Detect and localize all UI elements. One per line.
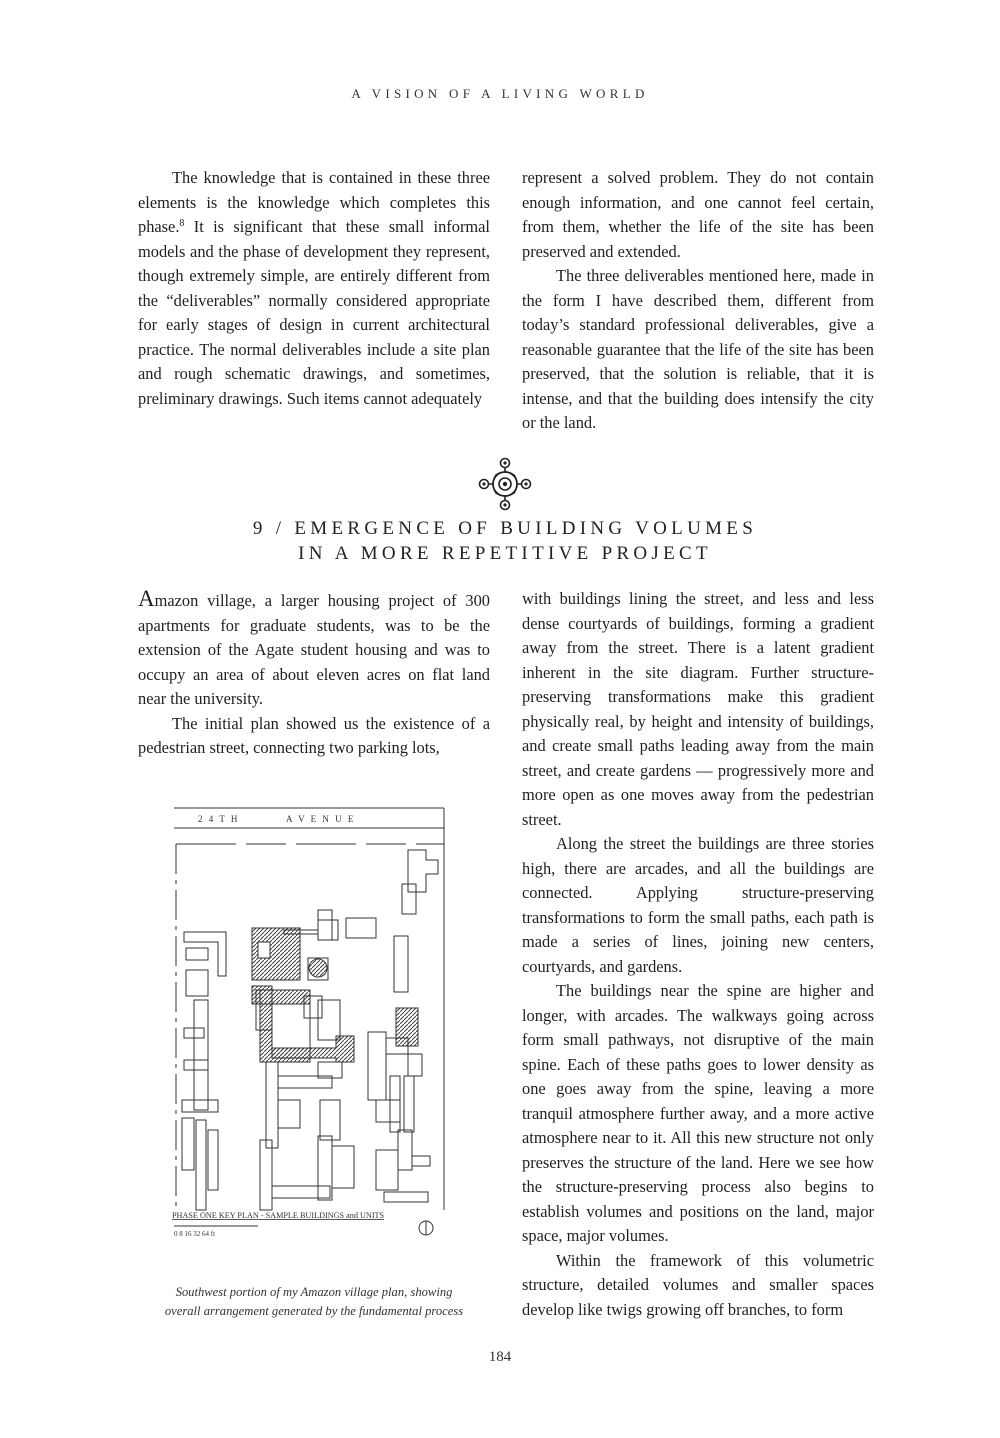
plan-title: PHASE ONE KEY PLAN - SAMPLE BUILDINGS and UNITS bbox=[172, 1211, 385, 1220]
bottom-right-column bbox=[522, 587, 874, 1322]
bottom-left-column bbox=[138, 587, 490, 761]
caption-line: Southwest portion of my Amazon village plan, showing bbox=[175, 1285, 453, 1299]
paragraph: The three deliverables mentioned here, made in the form I have described them, different from today’s standard professional deliverables, give a reasonable guarantee that the life of the site has been preserved, that the solution is reliable, that it is intense, and that the building does intensify the city or the land. bbox=[522, 266, 874, 432]
paragraph: The initial plan showed us the existence of a pedestrian street, connecting two parking lots, bbox=[138, 713, 490, 757]
page-number: 184 bbox=[488, 1349, 512, 1365]
section-heading-line-2: IN A MORE REPETITIVE PROJECT bbox=[298, 543, 712, 564]
section-heading-line-1: 9 / EMERGENCE OF BUILDING VOLUMES bbox=[252, 518, 758, 539]
caption-line: overall arrangement generated by the fundamental process bbox=[164, 1304, 464, 1318]
paragraph-text: mazon village, a larger housing project of 300 apartments for graduate students, was to be the extension of the Agate student housing and was to occupy an area of about eleven acres on flat land near the university. bbox=[138, 591, 490, 708]
drop-cap: A bbox=[138, 586, 155, 611]
street-label-left: 2 4 T H bbox=[198, 814, 240, 824]
paragraph-text: The knowledge that is contained in these three elements is the knowledge which completes this phase. bbox=[138, 168, 490, 236]
paragraph: with buildings lining the street, and less and less dense courtyards of buildings, forming a gradient away from the street. There is a latent gradient inherent in the site diagram. Further structure-preserving transformations make this gradient physically real, by height and intensity of buildings, and create small paths leading away from the main street, and create gardens — progressively more and more open as one moves away from the pedestrian street. bbox=[522, 589, 874, 829]
paragraph bbox=[138, 166, 490, 411]
running-head: A VISION OF A LIVING WORLD bbox=[351, 86, 649, 101]
paragraph: Within the framework of this volumetric structure, detailed volumes and smaller spaces develop like twigs growing off branches, to form bbox=[522, 1250, 874, 1319]
paragraph: The buildings near the spine are higher and longer, with arcades. The walkways going across form small pathways, not disruptive of the main spine. Each of these paths goes to lower density as one goes away from the spine, leaving a more tranquil atmosphere further away, and a more active atmosphere near to it. All this new structure not only preserves the structure of the land. Here we see how the structure-preserving process also begins to establish volumes and positions on the land, major space, major volumes. bbox=[522, 981, 874, 1245]
paragraph: Along the street the buildings are three stories high, there are arcades, and all the buildings are connected. Applying structure-preserving transformations to form the small paths, each path is made a series of lines, joining new centers, courtyards, and gardens. bbox=[522, 834, 874, 976]
street-label-right: A V E N U E bbox=[286, 814, 356, 824]
celtic-knot-ornament-icon bbox=[478, 457, 532, 511]
top-left-column bbox=[138, 166, 490, 411]
footnote-marker[interactable]: 8 bbox=[179, 218, 185, 229]
paragraph: represent a solved problem. They do not contain enough information, and one cannot feel certain, from them, whether the life of the site has been preserved and extended. bbox=[522, 168, 874, 261]
paragraph-text: It is significant that these small informal models and the phase of development they represent, though extremely simple, are entirely different from the “deliverables” normally considered appropriate for early stages of design in current architectural practice. The normal deliverables include a site plan and rough schematic drawings, and sometimes, preliminary drawings. Such items cannot adequately bbox=[138, 217, 490, 408]
plan-scale: 0 8 16 32 64 ft bbox=[174, 1230, 216, 1238]
site-plan-figure bbox=[168, 800, 450, 1240]
top-right-column bbox=[522, 166, 874, 436]
paragraph bbox=[138, 587, 490, 712]
figure-caption bbox=[138, 1283, 490, 1321]
